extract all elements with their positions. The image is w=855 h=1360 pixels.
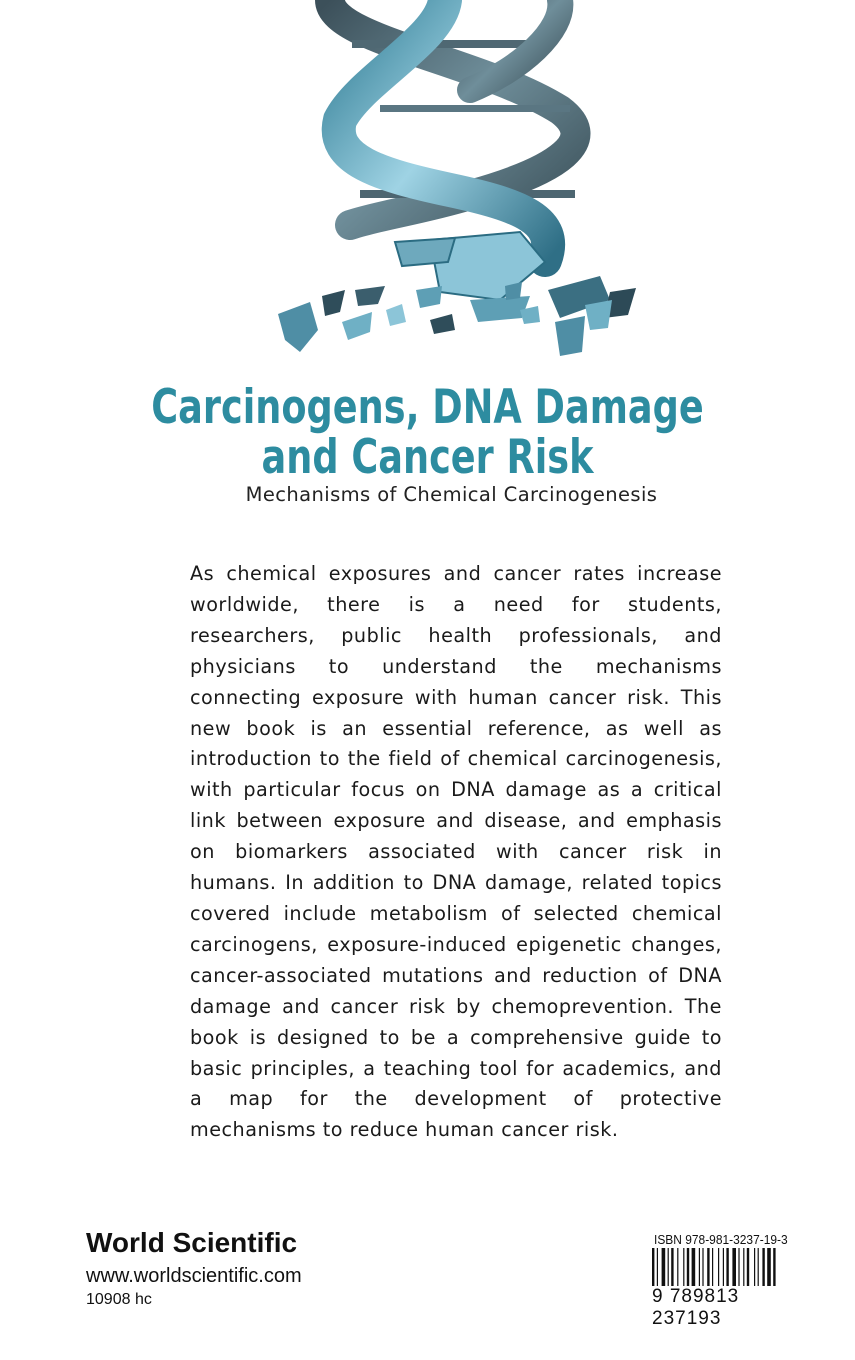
book-title-line-2: and Cancer Risk (261, 430, 594, 485)
book-subtitle: Mechanisms of Chemical Carcinogenesis (245, 483, 658, 506)
publisher-name: World Scientific (86, 1227, 298, 1258)
book-description: As chemical exposures and cancer rates increase worldwide, there is a need for students, researchers, public health professionals, and physicians to understand the mechanisms connecting exposure with human cancer risk. This new book is an essential reference, as well as introduction to the field of chemical carcinogenesis, with particular focus on DNA damage as a critical link between exposure and disease, and emphasis on biomarkers associated with cancer risk in humans. In addition to DNA damage, related topics covered include metabolism of selected chemical carcinogens, exposure-induced epigenetic changes, cancer-associated mutations and reduction of DNA damage and cancer risk by chemoprevention. The book is designed to be a comprehensive guide to basic principles, a teaching tool for academics, and a map for the development of protective mechanisms to reduce human cancer risk. (190, 562, 722, 1142)
book-title-line-1: Carcinogens, DNA Damage (151, 380, 704, 435)
product-code: 10908 hc (86, 1291, 152, 1308)
barcode-digits: 9 789813 237193 (650, 1286, 812, 1330)
publisher-url: www.worldscientific.com (86, 1265, 302, 1287)
broken-dna-helix-illustration (0, 0, 855, 370)
isbn-label: ISBN 978-981-3237-19-3 (654, 1232, 788, 1247)
